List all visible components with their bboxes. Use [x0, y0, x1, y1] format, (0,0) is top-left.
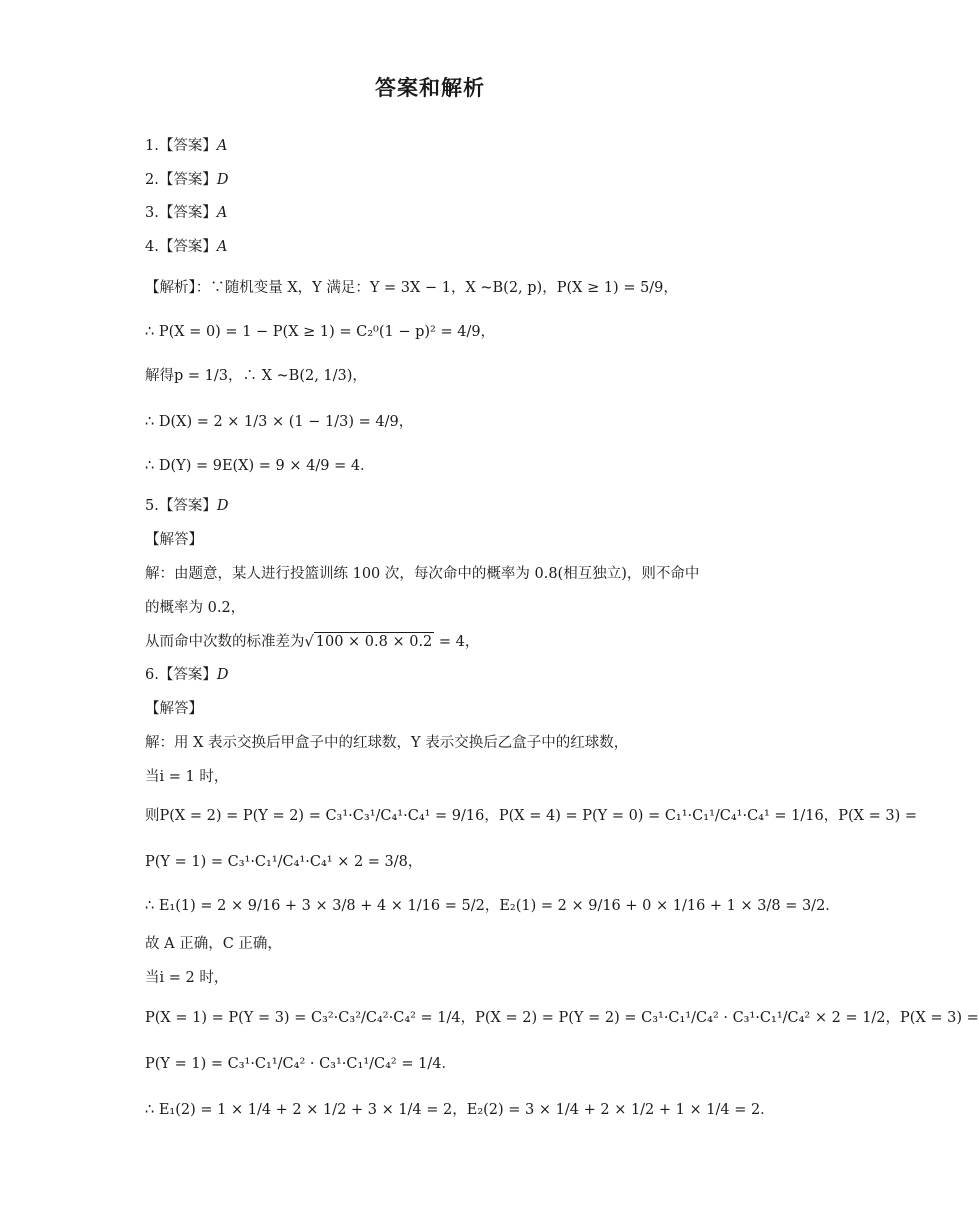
q5-line-1: 解：由题意，某人进行投篮训练 100 次，每次命中的概率为 0.8(相互独立)，则不命中	[145, 566, 700, 582]
q6-tag: 【解答】	[145, 701, 203, 717]
q4-line-4: ∴ D(X) = 2 × 1/3 × (1 − 1/3) = 4/9，	[145, 414, 414, 430]
q5-text: 从而命中次数的标准差为	[145, 634, 305, 650]
answer-label: 3.【答案】	[145, 205, 217, 221]
q6-line-4: P(Y = 1) = C₃¹·C₁¹/C₄¹·C₄¹ × 2 = 3/8，	[145, 854, 423, 870]
answer-2	[145, 170, 228, 190]
q5-tag: 【解答】	[145, 532, 203, 548]
answer-1	[145, 136, 227, 156]
q4-line-3: 解得p = 1/3，∴ X ~B(2, 1/3)，	[145, 368, 367, 384]
q4-line-1: 【解析】：∵随机变量 X，Y 满足：Y = 3X − 1，X ~B(2, p)，P(X ≥ 1) = 5/9，	[145, 280, 678, 296]
q6-line-6: 故 A 正确，C 正确，	[145, 936, 282, 952]
answer-label: 4.【答案】	[145, 239, 217, 255]
answer-value: A	[216, 138, 228, 154]
q6-line-1: 解：用 X 表示交换后甲盒子中的红球数，Y 表示交换后乙盒子中的红球数，	[145, 735, 629, 751]
answer-label: 2.【答案】	[145, 172, 217, 188]
q6-line-7: 当i = 2 时，	[145, 970, 229, 986]
answer-label: 1.【答案】	[145, 138, 217, 154]
q5-line-3: 从而命中次数的标准差为√ 100 × 0.8 × 0.2 = 4，	[145, 634, 480, 650]
answer-label: 6.【答案】	[145, 667, 217, 683]
answer-label: 5.【答案】	[145, 498, 217, 514]
q4-line-2: ∴ P(X = 0) = 1 − P(X ≥ 1) = C₂⁰(1 − p)² = 4/9，	[145, 324, 496, 340]
q6-line-3: 则P(X = 2) = P(Y = 2) = C₃¹·C₃¹/C₄¹·C₄¹ = 9/16，P(X = 4) = P(Y = 0) = C₁¹·C₁¹/C₄¹·C₄¹ = 1/16，P(X = 3) =	[145, 808, 917, 824]
answer-value: A	[216, 205, 228, 221]
answer-5	[145, 496, 228, 516]
page-title: 答案和解析	[375, 76, 485, 100]
q6-line-9: P(Y = 1) = C₃¹·C₁¹/C₄² · C₃¹·C₁¹/C₄² = 1/4．	[145, 1056, 456, 1072]
q5-line-2: 的概率为 0.2，	[145, 600, 246, 616]
q5-sqrt-expr: 100 × 0.8 × 0.2	[315, 634, 433, 650]
q6-line-8: P(X = 1) = P(Y = 3) = C₃²·C₃²/C₄²·C₄² = 1/4，P(X = 2) = P(Y = 2) = C₃¹·C₁¹/C₄² · C₃¹·C₁¹/C₄² × 2 = 1/2，P(X = 3) =	[145, 1010, 979, 1026]
answer-3	[145, 203, 227, 223]
answer-value: D	[216, 172, 229, 188]
answer-4	[145, 237, 227, 257]
answer-value: A	[216, 239, 228, 255]
q6-line-5: ∴ E₁(1) = 2 × 9/16 + 3 × 3/8 + 4 × 1/16 = 5/2，E₂(1) = 2 × 9/16 + 0 × 1/16 + 1 × 3/8 = 3/2．	[145, 898, 840, 914]
q5-result: = 4，	[434, 634, 480, 650]
answer-value: D	[216, 667, 229, 683]
q6-line-2: 当i = 1 时，	[145, 769, 229, 785]
answer-6	[145, 665, 228, 685]
q4-line-5: ∴ D(Y) = 9E(X) = 9 × 4/9 = 4．	[145, 458, 375, 474]
q6-line-10: ∴ E₁(2) = 1 × 1/4 + 2 × 1/2 + 3 × 1/4 = 2，E₂(2) = 3 × 1/4 + 2 × 1/2 + 1 × 1/4 = 2．	[145, 1102, 775, 1118]
answer-value: D	[216, 498, 229, 514]
